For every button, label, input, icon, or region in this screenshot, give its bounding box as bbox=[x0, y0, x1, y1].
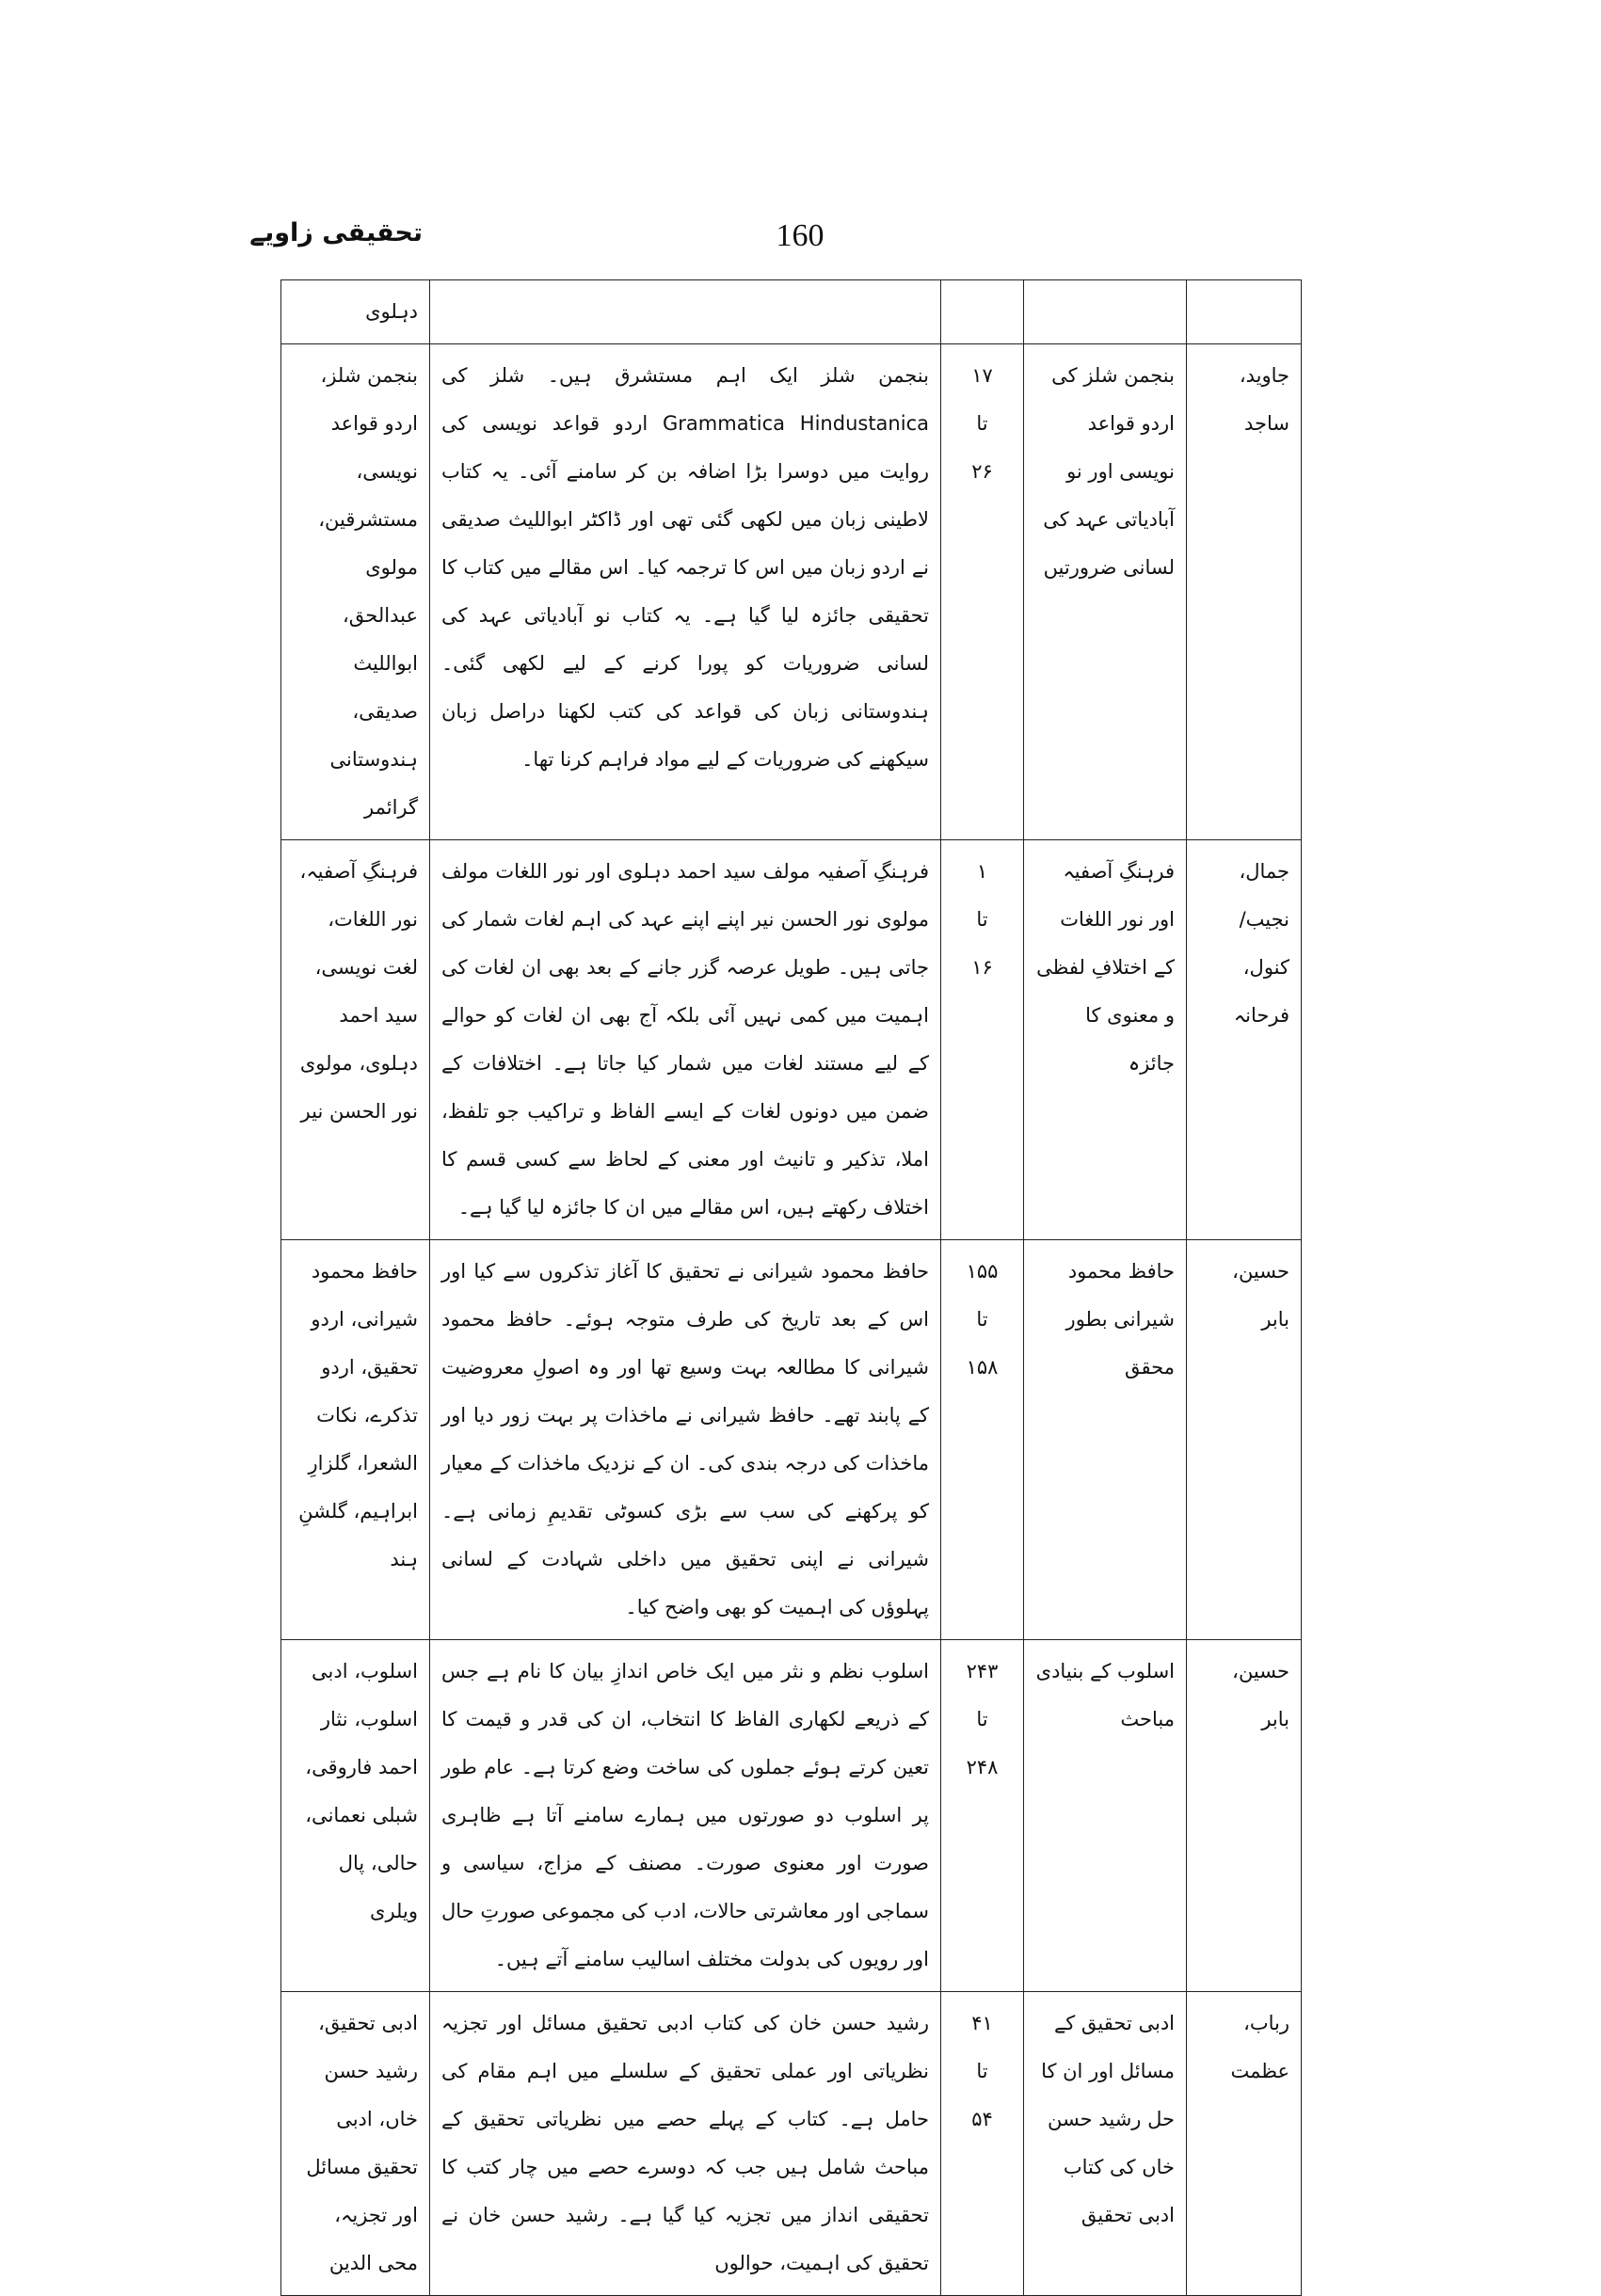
page-separator: تا bbox=[976, 1708, 988, 1730]
page-separator: تا bbox=[976, 2060, 988, 2082]
table-row bbox=[281, 1640, 1302, 1992]
page-from: ۲۴۳ bbox=[966, 1660, 999, 1682]
page-to: ۲۴۸ bbox=[966, 1756, 999, 1778]
author-cell: حسین، بابر bbox=[1187, 1640, 1302, 1992]
table-row bbox=[281, 840, 1302, 1240]
title-cell: حافظ محمود شیرانی بطور محقق bbox=[1024, 1240, 1187, 1640]
running-title: تحقیقی زاویے bbox=[249, 218, 423, 247]
page-to: ۵۴ bbox=[971, 2108, 993, 2130]
page-separator: تا bbox=[976, 412, 988, 435]
page-from: ۱۷ bbox=[971, 364, 993, 387]
table-row-continuation bbox=[281, 280, 1302, 344]
table-row bbox=[281, 344, 1302, 840]
page-to: ۲۶ bbox=[971, 460, 993, 483]
author-cell: جاوید، ساجد bbox=[1187, 344, 1302, 840]
keywords-cell: بنجمن شلز، اردو قواعد نویسی، مستشرقین، مولوی عبدالحق، ابواللیث صدیقی، ہندوستانی گرائمر bbox=[281, 344, 430, 840]
abstract-cell: اسلوب نظم و نثر میں ایک خاص اندازِ بیان کا نام ہے جس کے ذریعے لکھاری الفاظ کا انتخاب، ان کی قدر و قیمت کا تعین کرتے ہوئے جملوں کی ساخت وضع کرتا ہے۔ عام طور پر اسلوب دو صورتوں میں ہمارے سامنے آتا ہے ظاہری صورت اور معنوی صورت۔ مصنف کے مزاج، سیاسی و سماجی اور معاشرتی حالات، ادب کی مجموعی صورتِ حال اور رویوں کی بدولت مختلف اسالیب سامنے آتے ہیں۔ bbox=[430, 1640, 941, 1992]
keywords-cell: فرہنگِ آصفیہ، نور اللغات، لغت نویسی، سید احمد دہلوی، مولوی نور الحسن نیر bbox=[281, 840, 430, 1240]
abstract-cell: بنجمن شلز ایک اہم مستشرق ہیں۔ شلز کی Grammatica Hindustanica اردو قواعد نویسی کی روایت میں دوسرا بڑا اضافہ بن کر سامنے آئی۔ یہ کتاب لاطینی زبان میں لکھی گئی تھی اور ڈاکٹر ابواللیث صدیقی نے اردو زبان میں اس کا ترجمہ کیا۔ اس مقالے میں کتاب کا تحقیقی جائزہ لیا گیا ہے۔ یہ کتاب نو آبادیاتی عہد کی لسانی ضروریات کو پورا کرنے کے لیے لکھی گئی۔ ہندوستانی زبان کی قواعد کی کتب لکھنا دراصل زبان سیکھنے کی ضروریات کے لیے مواد فراہم کرنا تھا۔ bbox=[430, 344, 941, 840]
pages-cell bbox=[941, 344, 1024, 840]
bibliography-table bbox=[280, 279, 1302, 2296]
abstract-cell: فرہنگِ آصفیہ مولف سید احمد دہلوی اور نور اللغات مولف مولوی نور الحسن نیر اپنے اپنے عہد کی اہم لغات شمار کی جاتی ہیں۔ طویل عرصہ گزر جانے کے بعد بھی ان لغات کی اہمیت میں کمی نہیں آئی بلکہ آج بھی ان لغات کو حوالے کے لیے مستند لغات میں شمار کیا جاتا ہے۔ اختلافات کے ضمن میں دونوں لغات کے ایسے الفاظ و تراکیب جو تلفظ، املا، تذکیر و تانیث اور معنی کے لحاظ سے کسی قسم کا اختلاف رکھتے ہیں، اس مقالے میں ان کا جائزہ لیا گیا ہے۔ bbox=[430, 840, 941, 1240]
keywords-cell: ادبی تحقیق، رشید حسن خاں، ادبی تحقیق مسائل اور تجزیہ، محی الدین bbox=[281, 1992, 430, 2296]
keywords-cell: دہلوی bbox=[281, 280, 430, 344]
page-number: 160 bbox=[776, 218, 825, 253]
table-row bbox=[281, 1992, 1302, 2296]
table-row bbox=[281, 1240, 1302, 1640]
title-cell: فرہنگِ آصفیہ اور نور اللغات کے اختلافِ لفظی و معنوی کا جائزہ bbox=[1024, 840, 1187, 1240]
title-cell: ادبی تحقیق کے مسائل اور ان کا حل رشید حسن خاں کی کتاب ادبی تحقیق bbox=[1024, 1992, 1187, 2296]
pages-cell bbox=[941, 1640, 1024, 1992]
title-cell: اسلوب کے بنیادی مباحث bbox=[1024, 1640, 1187, 1992]
page-to: ۱۵۸ bbox=[966, 1356, 999, 1379]
pages-cell bbox=[941, 1992, 1024, 2296]
keywords-cell: اسلوب، ادبی اسلوب، نثار احمد فاروقی، شبلی نعمانی، حالی، پال ویلری bbox=[281, 1640, 430, 1992]
page-from: ۴۱ bbox=[971, 2012, 993, 2034]
title-cell: بنجمن شلز کی اردو قواعد نویسی اور نو آبادیاتی عہد کی لسانی ضرورتیں bbox=[1024, 344, 1187, 840]
page-to: ۱۶ bbox=[971, 956, 993, 979]
abstract-cell: رشید حسن خان کی کتاب ادبی تحقیق مسائل اور تجزیہ نظریاتی اور عملی تحقیق کے سلسلے میں اہم مقام کی حامل ہے۔ کتاب کے پہلے حصے میں نظریاتی تحقیق کے مباحث شامل ہیں جب کہ دوسرے حصے میں چار کتب کا تحقیقی انداز میں تجزیہ کیا گیا ہے۔ رشید حسن خان نے تحقیق کی اہمیت، حوالوں bbox=[430, 1992, 941, 2296]
page-from: ۱۵۵ bbox=[966, 1260, 999, 1283]
abstract-cell bbox=[430, 280, 941, 344]
page-from: ۱ bbox=[976, 860, 988, 883]
abstract-cell: حافظ محمود شیرانی نے تحقیق کا آغاز تذکروں سے کیا اور اس کے بعد تاریخ کی طرف متوجہ ہوئے۔ حافظ محمود شیرانی کا مطالعہ بہت وسیع تھا اور وہ اصولِ معروضیت کے پابند تھے۔ حافظ شیرانی نے ماخذات پر بہت زور دیا اور ماخذات کی درجہ بندی کی۔ ان کے نزدیک ماخذات کے معیار کو پرکھنے کی سب سے بڑی کسوٹی تقدیمِ زمانی ہے۔ شیرانی نے اپنی تحقیق میں داخلی شہادت کے لسانی پہلوؤں کی اہمیت کو بھی واضح کیا۔ bbox=[430, 1240, 941, 1640]
author-cell: حسین، بابر bbox=[1187, 1240, 1302, 1640]
author-cell: جمال، نجیب/ کنول، فرحانہ bbox=[1187, 840, 1302, 1240]
page-separator: تا bbox=[976, 1308, 988, 1331]
keywords-cell: حافظ محمود شیرانی، اردو تحقیق، اردو تذکرے، نکات الشعرا، گلزارِ ابراہیم، گلشنِ ہند bbox=[281, 1240, 430, 1640]
author-cell bbox=[1187, 280, 1302, 344]
title-cell bbox=[1024, 280, 1187, 344]
pages-cell bbox=[941, 280, 1024, 344]
author-cell: رباب، عظمت bbox=[1187, 1992, 1302, 2296]
page-separator: تا bbox=[976, 908, 988, 931]
pages-cell bbox=[941, 840, 1024, 1240]
pages-cell bbox=[941, 1240, 1024, 1640]
